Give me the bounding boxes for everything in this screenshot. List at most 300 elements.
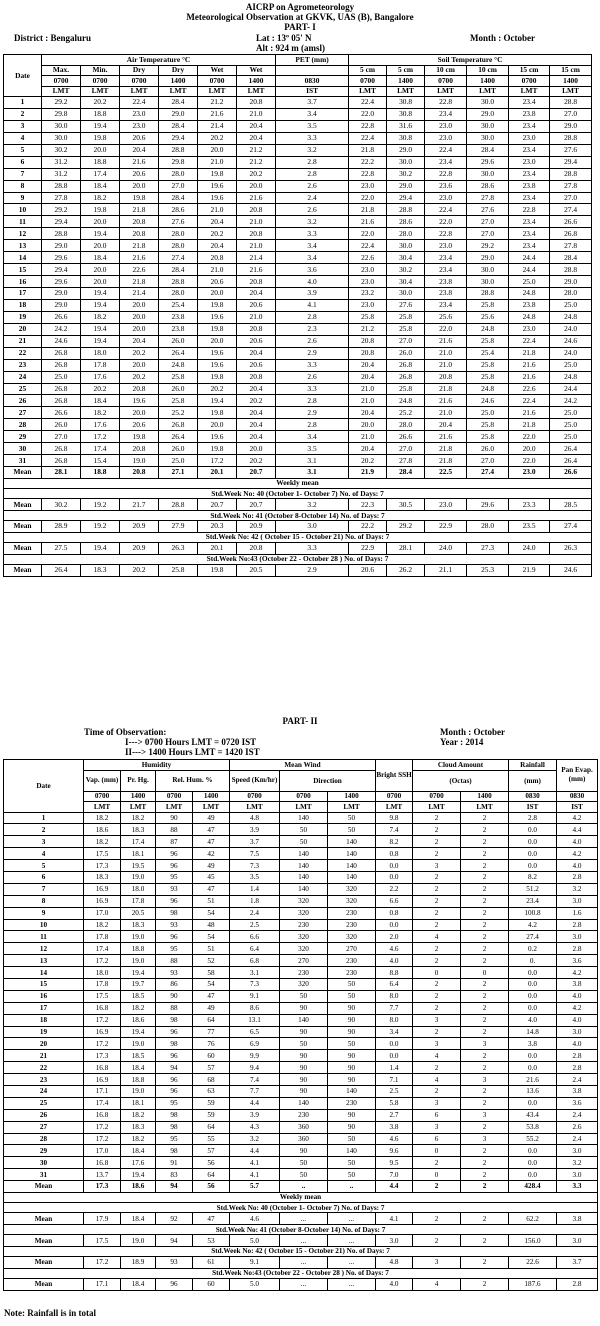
table-cell: 140 (280, 860, 328, 872)
table-cell: 22.0 (349, 108, 387, 120)
table-cell: 26.0 (467, 443, 509, 455)
table-cell: 98 (156, 1145, 193, 1157)
week-mean-cell: 61 (193, 1257, 230, 1269)
mean-label: Mean (4, 1257, 84, 1269)
table-cell: 2 (413, 919, 461, 931)
week-mean-cell: 17.1 (84, 1279, 121, 1291)
table-cell: 3.5 (276, 443, 349, 455)
week-mean-cell: 21.1 (425, 565, 467, 577)
table-cell: 19.0 (121, 931, 156, 943)
table-cell: 3.6 (276, 264, 349, 276)
table-cell: 17.4 (84, 943, 121, 955)
table-cell: 17.4 (81, 443, 120, 455)
table-cell: 23.8 (425, 276, 467, 288)
date-cell: 2 (4, 824, 84, 836)
table-cell: 24.4 (509, 252, 550, 264)
table-cell: 0.0 (509, 1002, 557, 1014)
table-cell: 19.6 (198, 311, 237, 323)
date-cell: 9 (4, 907, 84, 919)
table-cell: 16.9 (84, 883, 121, 895)
table-cell: 8.8 (376, 967, 413, 979)
table-cell: 23.0 (509, 132, 550, 144)
table-cell: 14.8 (509, 1026, 557, 1038)
mean-cell: .. (328, 1181, 376, 1193)
table-row (4, 383, 592, 395)
table-cell: 18.1 (121, 1097, 156, 1109)
table-cell: 68 (193, 1074, 230, 1086)
table-cell: 20.6 (198, 276, 237, 288)
table-cell: 24.2 (42, 323, 81, 335)
date-cell: 20 (4, 323, 42, 335)
table-cell: 19.4 (121, 967, 156, 979)
rainfall-unit-header: (mm) (509, 770, 557, 791)
table-cell: 27.8 (387, 455, 425, 467)
table-cell: 18.3 (121, 824, 156, 836)
table-cell: 140 (280, 812, 328, 824)
zone-header: LMT (509, 86, 550, 97)
table-cell: 21.8 (425, 383, 467, 395)
date-cell: 8 (4, 180, 42, 192)
table-cell: 55 (193, 1133, 230, 1145)
table-cell: 29.0 (387, 180, 425, 192)
table-cell: 2.6 (557, 1121, 598, 1133)
table-row (4, 419, 592, 431)
week-mean-cell: 96 (156, 1279, 193, 1291)
table-cell: 42 (193, 848, 230, 860)
table-cell: 25.8 (159, 371, 198, 383)
table-cell: 28.8 (550, 168, 592, 180)
table-cell: 3.6 (557, 1097, 598, 1109)
table-cell: 21.0 (237, 311, 276, 323)
week-mean-cell: 29.6 (467, 499, 509, 511)
week-mean-cell: 9.1 (230, 1257, 280, 1269)
week-label: Std.Week No: 41 (October 8-October 14) No. of Days: 7 (4, 1224, 598, 1234)
table-cell: 230 (280, 1109, 328, 1121)
table-cell: 95 (156, 871, 193, 883)
table-cell: 0.0 (509, 824, 557, 836)
zone-header: LMT (42, 86, 81, 97)
table-cell: 90 (280, 1085, 328, 1097)
week-mean-cell: 20.6 (349, 565, 387, 577)
table-cell: 60 (193, 1050, 230, 1062)
table-row (4, 407, 592, 419)
soil-temperature-header: Soil Temperature °C (349, 55, 592, 66)
mean-cell: 2 (461, 1181, 509, 1193)
table-cell: 0.0 (509, 860, 557, 872)
table-row (4, 264, 592, 276)
table-cell: 93 (156, 919, 193, 931)
table-cell: 7.5 (230, 848, 280, 860)
table-cell: 0.0 (509, 1169, 557, 1181)
table-cell: 20.6 (120, 132, 159, 144)
date-cell: 14 (4, 252, 42, 264)
table-cell: 3.0 (557, 931, 598, 943)
table-cell: 30.0 (467, 264, 509, 276)
table-cell: 6.5 (230, 1026, 280, 1038)
table-cell: 320 (328, 931, 376, 943)
week-mean-cell: 30.2 (42, 499, 81, 511)
table-cell: 95 (156, 943, 193, 955)
table-cell: 17.3 (84, 1050, 121, 1062)
table-row (4, 455, 592, 467)
table-cell: 30.0 (387, 240, 425, 252)
table-cell: 3.0 (557, 1026, 598, 1038)
table-cell: 20.2 (198, 228, 237, 240)
table-cell: 27.0 (42, 431, 81, 443)
table-cell: 59 (193, 1109, 230, 1121)
table-cell: 2 (413, 907, 461, 919)
table-cell: 3.5 (276, 120, 349, 132)
table-cell: 20.8 (237, 204, 276, 216)
table-cell: 17.4 (121, 836, 156, 848)
table-cell: 4.0 (557, 1038, 598, 1050)
week-mean-cell: 24.0 (425, 543, 467, 555)
mean-label: Mean (4, 467, 42, 479)
table-cell: 88 (156, 955, 193, 967)
table-cell: 26.8 (42, 383, 81, 395)
table-cell: 26.4 (159, 431, 198, 443)
week-mean-cell: 17.5 (84, 1235, 121, 1247)
mean-label: Mean (4, 565, 42, 577)
table-cell: 19.0 (121, 1085, 156, 1097)
date-cell: 25 (4, 383, 42, 395)
week-mean-cell: 20.3 (198, 521, 237, 533)
week-mean-cell: 92 (156, 1213, 193, 1225)
table-cell: 24.8 (467, 383, 509, 395)
table-cell: 26.8 (42, 359, 81, 371)
table-cell: 0.8 (376, 848, 413, 860)
table-cell: 2.8 (557, 1062, 598, 1074)
table-cell: 27.0 (550, 108, 592, 120)
table-cell: 2 (461, 1026, 509, 1038)
table-cell: 21.6 (509, 359, 550, 371)
time-header: 1400 (159, 76, 198, 87)
table-cell: 21.2 (237, 144, 276, 156)
table-cell: 27.4 (159, 252, 198, 264)
table-cell: 28.0 (550, 288, 592, 300)
table-cell: 24.8 (550, 311, 592, 323)
table-cell: 21.8 (349, 204, 387, 216)
table-row (4, 1133, 598, 1145)
table-cell: 30.0 (467, 97, 509, 109)
week-label-row (4, 1203, 598, 1213)
table-cell: 26.0 (42, 419, 81, 431)
table-cell: 3.3 (276, 132, 349, 144)
table-cell: 50 (328, 812, 376, 824)
table-cell: 30.8 (387, 108, 425, 120)
date-cell: 27 (4, 1121, 84, 1133)
table-cell: 45 (193, 871, 230, 883)
weekly-mean-title-row (4, 1192, 598, 1202)
table-cell: 57 (193, 1062, 230, 1074)
table-cell: 29.2 (42, 204, 81, 216)
table-row (4, 1109, 598, 1121)
table-cell: 2 (461, 895, 509, 907)
column-header: 5 cm (387, 65, 425, 76)
table-cell: 98 (156, 1038, 193, 1050)
table-cell: 30.8 (387, 132, 425, 144)
table-cell: 18.2 (121, 812, 156, 824)
table-row (4, 1026, 598, 1038)
week-label-row (4, 1224, 598, 1234)
table-cell: 29.0 (42, 299, 81, 311)
table-cell: 23.4 (509, 97, 550, 109)
octas-header: (Octas) (413, 770, 509, 791)
date-cell: 7 (4, 168, 42, 180)
table-cell: 2.3 (276, 323, 349, 335)
table-cell: 54 (193, 931, 230, 943)
table-cell: 19.8 (198, 323, 237, 335)
table-cell: 21.2 (237, 156, 276, 168)
table-cell: 58 (193, 967, 230, 979)
date-cell: 3 (4, 836, 84, 848)
header-row-2 (4, 770, 598, 791)
table-cell: 20.4 (198, 240, 237, 252)
week-mean-cell: 21.9 (509, 565, 550, 577)
table-cell: 3.2 (557, 883, 598, 895)
table-cell: 22.0 (509, 431, 550, 443)
mean-cell: 17.3 (84, 1181, 121, 1193)
table-cell: 9.8 (376, 812, 413, 824)
week-mean-cell: 60 (193, 1279, 230, 1291)
week-mean-cell: 93 (156, 1257, 193, 1269)
latitude-label: Lat : 13º 05' N (256, 33, 312, 43)
time-header: 0700 (376, 791, 413, 802)
table-cell: 21.8 (120, 240, 159, 252)
table-cell: 2.4 (230, 907, 280, 919)
week-mean-cell: 2 (413, 1235, 461, 1247)
table-cell: 3 (413, 1097, 461, 1109)
table-row (4, 132, 592, 144)
table-cell: 4.0 (276, 276, 349, 288)
week-mean-cell: 17.9 (84, 1213, 121, 1225)
table-row (4, 1085, 598, 1097)
date-cell: 6 (4, 156, 42, 168)
table-cell: 26.0 (159, 383, 198, 395)
date-header: Date (4, 760, 84, 813)
table-cell: 360 (280, 1121, 328, 1133)
week-mean-cell: 28.0 (467, 521, 509, 533)
table-cell: 140 (328, 848, 376, 860)
zone-header: IST (276, 86, 349, 97)
table-row (4, 871, 598, 883)
table-cell: 17.4 (81, 168, 120, 180)
table-cell: 2 (461, 1085, 509, 1097)
table-cell: 20.0 (81, 216, 120, 228)
date-cell: 5 (4, 860, 84, 872)
table-cell: 21.6 (349, 216, 387, 228)
table-cell: 2 (461, 1014, 509, 1026)
table-cell: 27.0 (467, 216, 509, 228)
weekly-mean-title: Weekly mean (4, 1192, 598, 1202)
table-cell: 27.0 (387, 443, 425, 455)
table-row (4, 883, 598, 895)
week-mean-cell: 20.7 (198, 499, 237, 511)
week-mean-cell: 22.3 (349, 499, 387, 511)
table-cell: 90 (156, 990, 193, 1002)
table-cell: 59 (193, 1097, 230, 1109)
table-cell: 50 (280, 1157, 328, 1169)
table-cell: 26.4 (550, 455, 592, 467)
table-cell: 23.2 (349, 288, 387, 300)
table-row (4, 919, 598, 931)
table-cell: 3.4 (276, 240, 349, 252)
table-cell: 7.0 (376, 1169, 413, 1181)
table-cell: 2 (461, 1097, 509, 1109)
table-cell: 43.4 (509, 1109, 557, 1121)
table-cell: 24.8 (467, 323, 509, 335)
table-cell: 21.4 (198, 120, 237, 132)
table-cell: 27.0 (387, 335, 425, 347)
date-cell: 30 (4, 443, 42, 455)
date-cell: 4 (4, 848, 84, 860)
table-cell: 17.2 (84, 1121, 121, 1133)
table-cell: 8.0 (376, 990, 413, 1002)
table-row (4, 240, 592, 252)
table-cell: 30.0 (42, 132, 81, 144)
table-cell: 20.4 (237, 288, 276, 300)
table-cell: 90 (280, 1074, 328, 1086)
table-cell: 17.2 (198, 455, 237, 467)
table-cell: 21.6 (198, 108, 237, 120)
table-cell: 21.4 (237, 252, 276, 264)
table-cell: 30.4 (387, 252, 425, 264)
table-cell: 19.8 (198, 168, 237, 180)
table-row (4, 1050, 598, 1062)
table-cell: 3.3 (276, 228, 349, 240)
table-cell: 23.8 (159, 323, 198, 335)
time-header: 0830 (557, 791, 598, 802)
table-cell: 20.0 (81, 240, 120, 252)
week-mean-cell: 20.5 (237, 565, 276, 577)
table-cell: 98 (156, 1121, 193, 1133)
table-cell: 24.2 (550, 395, 592, 407)
table-cell: 28.4 (159, 264, 198, 276)
table-cell: 4.2 (557, 1002, 598, 1014)
table-cell: 19.0 (121, 955, 156, 967)
date-cell: 7 (4, 883, 84, 895)
table-cell: 3.3 (276, 383, 349, 395)
table-cell: 4.1 (230, 1157, 280, 1169)
altitude-label: Alt : 924 m (amsl) (256, 43, 325, 53)
column-header (276, 65, 349, 76)
week-mean-cell: 19.2 (81, 521, 120, 533)
time-header: 0830 (276, 76, 349, 87)
table-cell: 96 (156, 860, 193, 872)
table-cell: 13.6 (509, 1085, 557, 1097)
table-cell: 20.4 (349, 443, 387, 455)
week-mean-cell: 27.4 (550, 521, 592, 533)
table-cell: 21.0 (349, 383, 387, 395)
week-mean-cell: 22.6 (509, 1257, 557, 1269)
table-cell: 20.4 (349, 371, 387, 383)
table-cell: 21.0 (198, 156, 237, 168)
zone-header: LMT (193, 802, 230, 813)
table-cell: 2.4 (557, 1109, 598, 1121)
table-cell: 25.6 (467, 311, 509, 323)
table-cell: 18.5 (121, 990, 156, 1002)
part2-table (3, 759, 598, 1291)
table-cell: 29.0 (42, 240, 81, 252)
time-header: 1400 (328, 791, 376, 802)
time-header: 0700 (509, 76, 550, 87)
table-cell: 20.0 (198, 419, 237, 431)
table-cell: 28.6 (467, 180, 509, 192)
table-cell: 3 (413, 860, 461, 872)
table-row (4, 848, 598, 860)
zone-header: LMT (349, 86, 387, 97)
table-row (4, 335, 592, 347)
table-cell: 6 (413, 1133, 461, 1145)
table-cell: 90 (328, 1109, 376, 1121)
table-cell: 91 (156, 1157, 193, 1169)
date-cell: 9 (4, 192, 42, 204)
table-cell: 9.6 (376, 1145, 413, 1157)
table-cell: 8.6 (230, 1002, 280, 1014)
table-cell: 16.8 (84, 1109, 121, 1121)
table-cell: 18.1 (121, 848, 156, 860)
week-mean-cell: 3.8 (557, 1213, 598, 1225)
table-cell: 2 (413, 990, 461, 1002)
table-cell: 27.4 (509, 931, 557, 943)
table-cell: 7.7 (230, 1085, 280, 1097)
table-cell: 96 (156, 1074, 193, 1086)
table-cell: 17.2 (84, 955, 121, 967)
table-cell: 25.8 (467, 419, 509, 431)
table-cell: 17.5 (84, 848, 121, 860)
table-cell: 90 (328, 1026, 376, 1038)
table-cell: 20.2 (120, 371, 159, 383)
date-cell: 1 (4, 97, 42, 109)
part2-label: PART- II (282, 716, 318, 726)
date-cell: 11 (4, 216, 42, 228)
part1-table (3, 54, 592, 577)
week-mean-cell: 4.8 (376, 1257, 413, 1269)
part1-label: PART- I (284, 22, 316, 32)
table-row (4, 144, 592, 156)
table-cell: 4.4 (557, 824, 598, 836)
time-header: 1400 (467, 76, 509, 87)
table-cell: 19.0 (120, 455, 159, 467)
table-cell: 360 (280, 1133, 328, 1145)
table-row (4, 943, 598, 955)
table-cell: 25.2 (159, 407, 198, 419)
table-cell: 2 (413, 1085, 461, 1097)
table-cell: 49 (193, 812, 230, 824)
table-cell: 2 (413, 824, 461, 836)
table-cell: 20.6 (237, 299, 276, 311)
table-cell: 20.0 (120, 180, 159, 192)
week-mean-cell: 4.6 (230, 1213, 280, 1225)
table-cell: 4.2 (557, 812, 598, 824)
table-cell: 57 (193, 1145, 230, 1157)
table-cell: 24.4 (550, 383, 592, 395)
table-cell: 6.9 (230, 1038, 280, 1050)
table-cell: 96 (156, 848, 193, 860)
table-cell: 22.8 (425, 97, 467, 109)
mean-cell: 18.6 (121, 1181, 156, 1193)
week-mean-cell: 19.0 (121, 1235, 156, 1247)
table-cell: 19.4 (198, 395, 237, 407)
date-cell: 8 (4, 895, 84, 907)
table-cell: 23.4 (509, 144, 550, 156)
date-cell: 23 (4, 1074, 84, 1086)
table-cell: 18.3 (121, 919, 156, 931)
table-cell: 29.2 (42, 97, 81, 109)
table-cell: 30.0 (467, 120, 509, 132)
table-cell: 17.8 (81, 359, 120, 371)
week-mean-cell: 17.2 (84, 1257, 121, 1269)
